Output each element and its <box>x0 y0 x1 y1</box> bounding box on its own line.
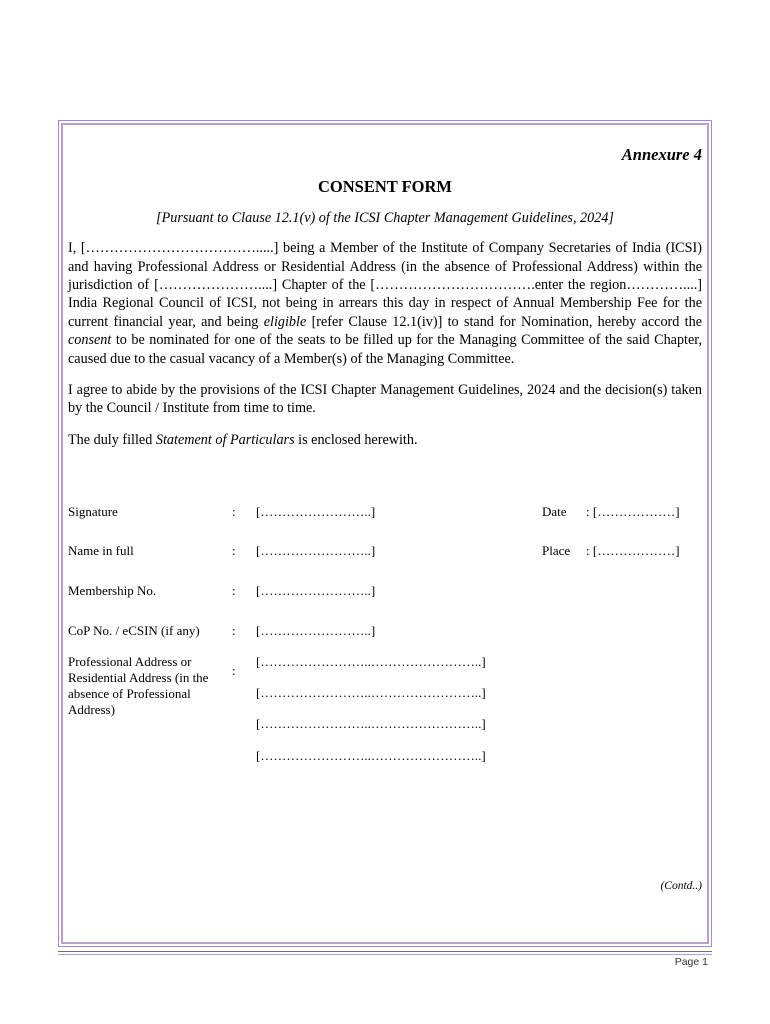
membership-field[interactable]: [……………………..] <box>256 583 376 598</box>
continued-label: (Contd..) <box>660 880 702 892</box>
cop-label: CoP No. / eCSIN (if any) <box>68 623 200 638</box>
annexure-label: Annexure 4 <box>621 145 702 164</box>
place-field[interactable]: : [………………] <box>586 543 680 558</box>
address-label: Professional Address or Residential Address (in the absence of Professional Address) <box>68 654 209 717</box>
address-colon: : <box>232 663 236 678</box>
signature-field[interactable]: [……………………..] <box>256 504 376 519</box>
membership-colon: : <box>232 583 236 598</box>
consent-text-part-a: I, [……………………………….....] being a Member of the Institute of Company Secretaries of India (ICSI) and having Professional Address or Residential Address (in the absence of Professional Address) within the jurisdiction of […………………....] Chapter of the […………………………….enter the region…………....] India Regional Council of ICSI, not being in arrears this day in respect of Annual Membership Fee for the current financial year, and being <box>68 240 702 330</box>
page-number: Page 1 <box>674 956 708 968</box>
address-line-3[interactable]: [……………………..……………………..] <box>256 716 486 731</box>
consent-text-part-b: [refer Clause 12.1(iv)] to stand for Nomination, hereby accord the <box>306 313 702 330</box>
agreement-paragraph: I agree to abide by the provisions of the ICSI Chapter Management Guidelines, 2024 and the decision(s) taken by the Council / Institute from time to time. <box>68 382 702 417</box>
name-label: Name in full <box>68 543 134 558</box>
date-field[interactable]: : [………………] <box>586 504 680 519</box>
cop-colon: : <box>232 623 236 638</box>
enclosure-text-b: is enclosed herewith. <box>294 431 418 448</box>
form-content <box>68 146 702 449</box>
name-field[interactable]: [……………………..] <box>256 543 376 558</box>
consent-emphasis: consent <box>68 332 112 349</box>
statement-of-particulars: Statement of Particulars <box>155 431 295 448</box>
address-line-4[interactable]: [……………………..……………………..] <box>256 748 486 763</box>
signature-label: Signature <box>68 504 118 519</box>
enclosure-text-a: The duly filled <box>68 431 156 448</box>
consent-paragraph <box>68 239 702 368</box>
address-line-2[interactable]: [……………………..……………………..] <box>256 685 486 700</box>
membership-label: Membership No. <box>68 583 157 598</box>
date-label: Date <box>542 504 567 519</box>
footer-divider-light <box>58 954 712 955</box>
consent-text-part-c: to be nominated for one of the seats to be filled up for the Managing Committee of the said Chapter, caused due to the casual vacancy of a Member(s) of the Managing Committee. <box>68 332 702 367</box>
place-label: Place <box>542 543 571 558</box>
form-title: CONSENT FORM <box>318 177 452 197</box>
address-line-1[interactable]: [……………………..……………………..] <box>256 654 486 669</box>
form-subtitle: [Pursuant to Clause 12.1(v) of the ICSI Chapter Management Guidelines, 2024] <box>156 209 614 226</box>
footer-divider <box>58 951 712 952</box>
enclosure-paragraph <box>68 431 702 449</box>
name-colon: : <box>232 543 236 558</box>
eligible-emphasis: eligible <box>263 313 307 330</box>
cop-field[interactable]: [……………………..] <box>256 623 376 638</box>
signature-colon: : <box>232 504 236 519</box>
